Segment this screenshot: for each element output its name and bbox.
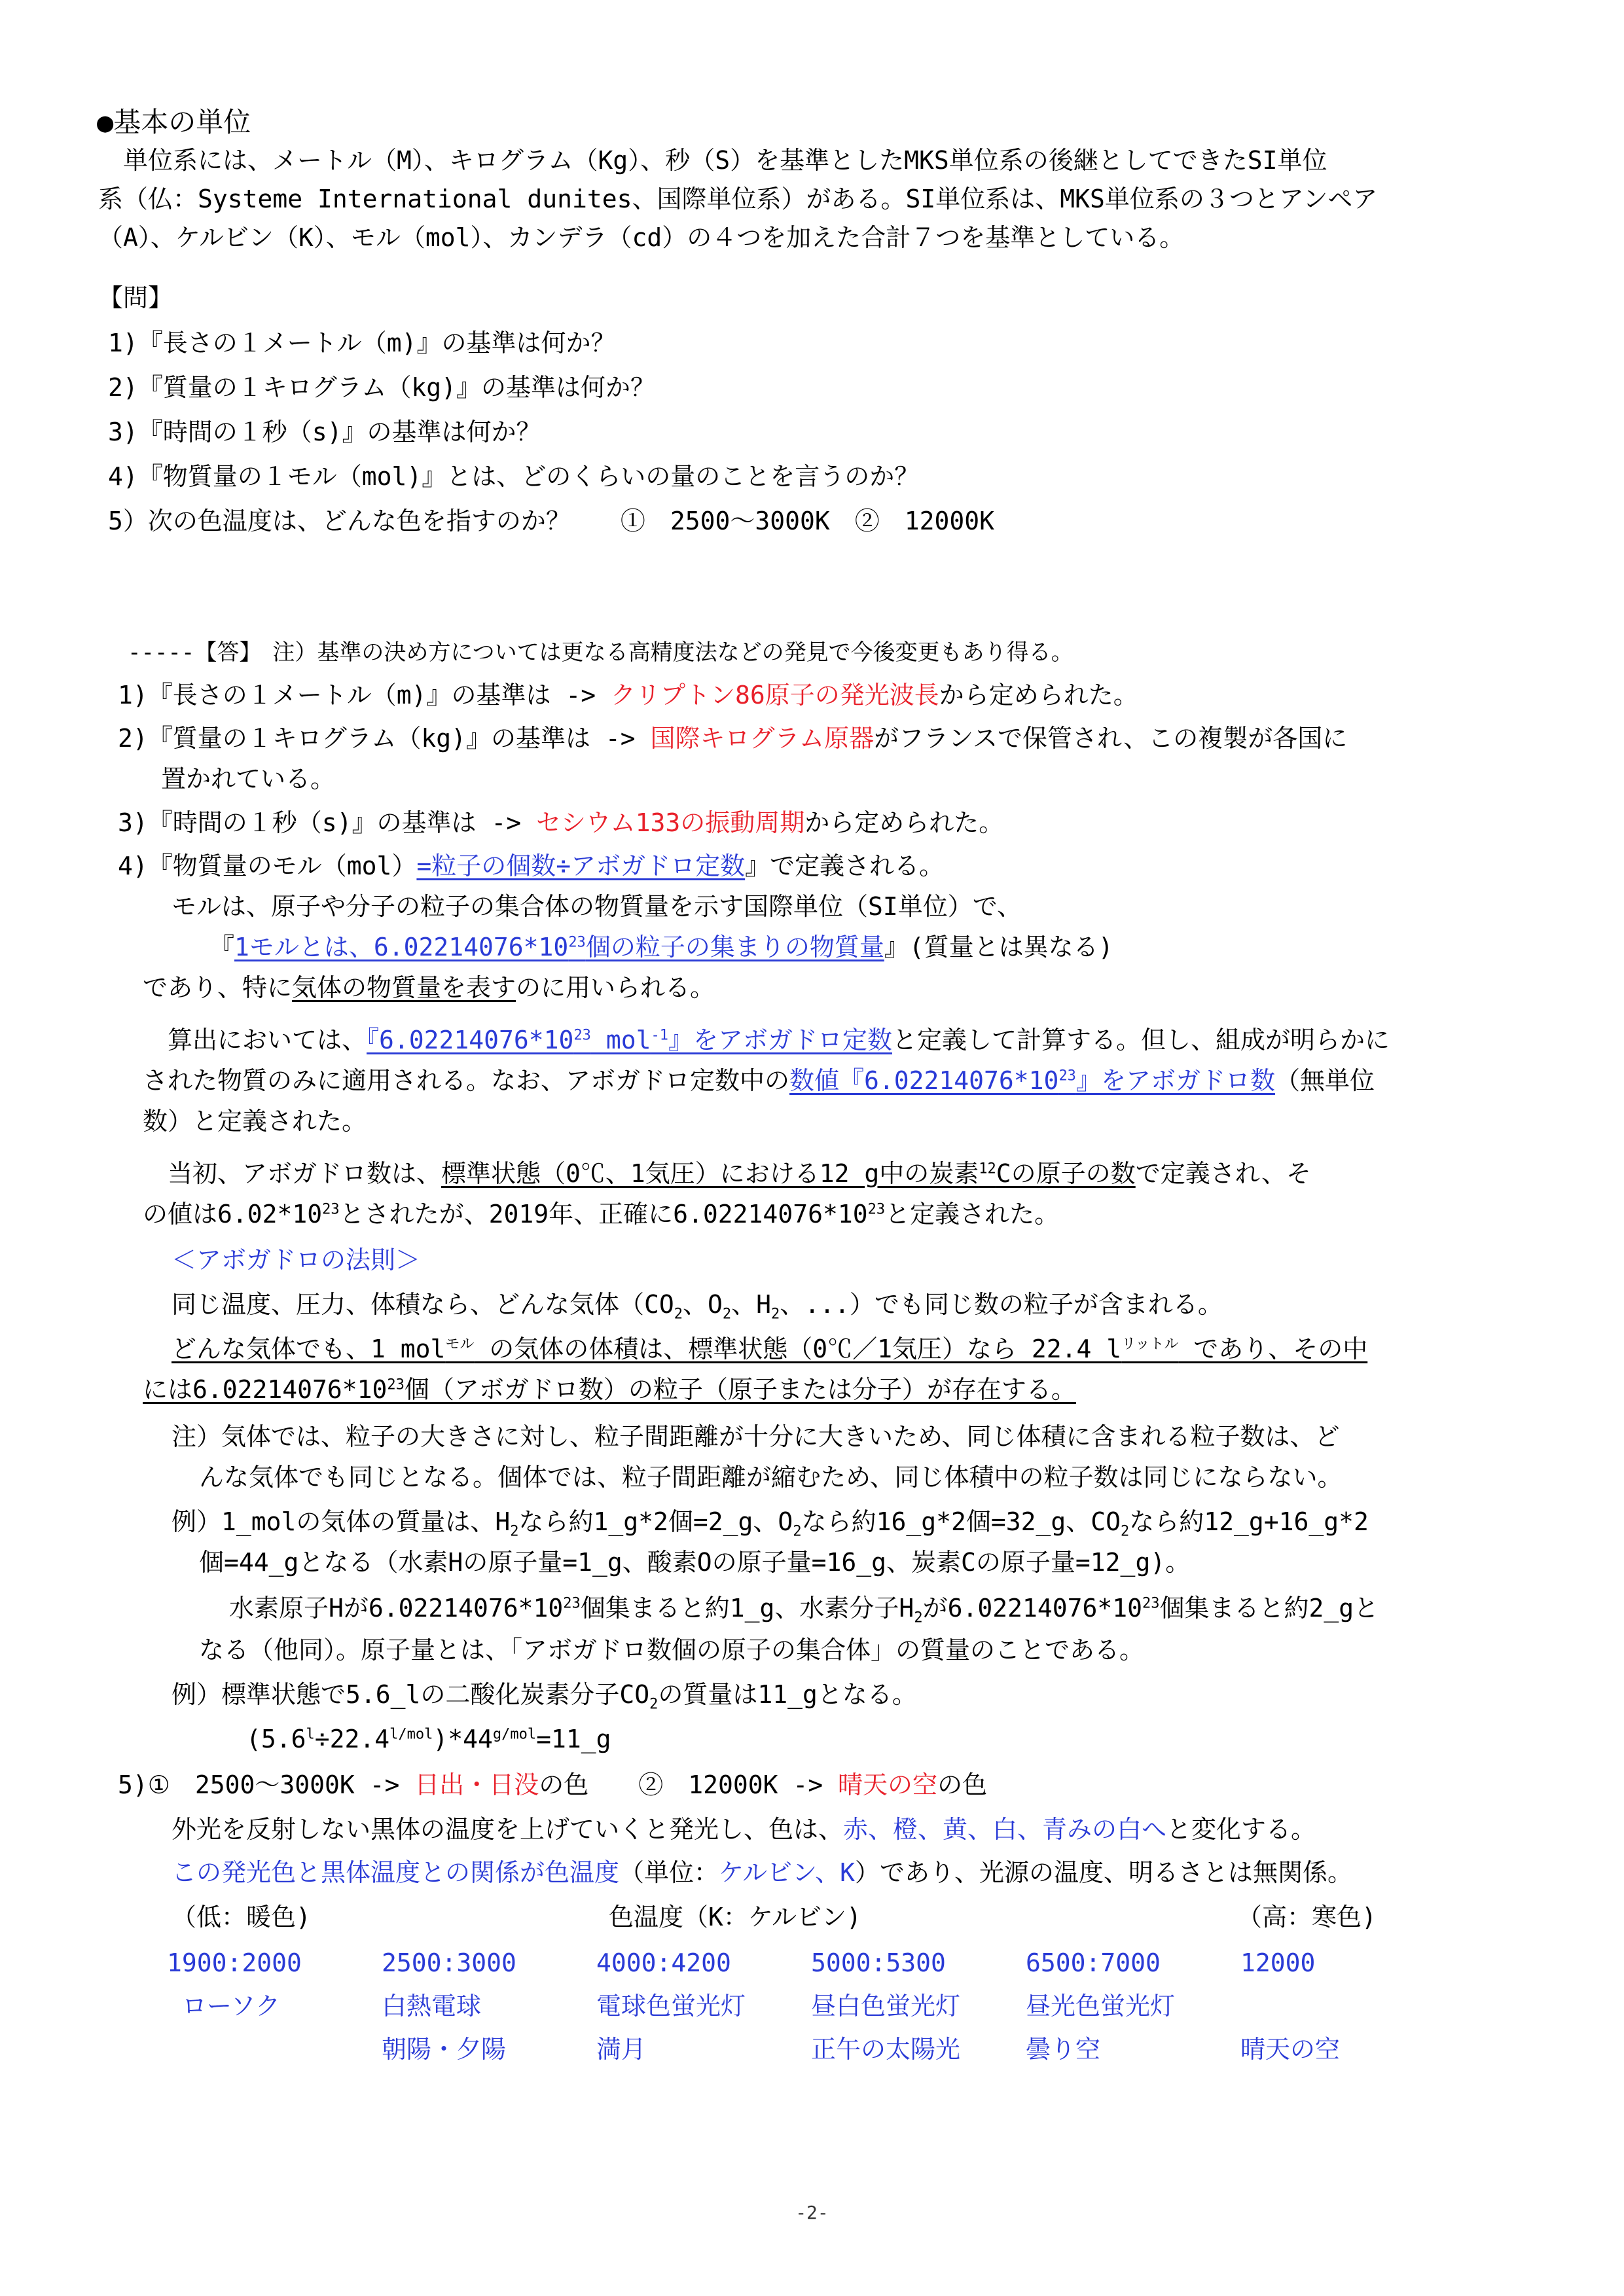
question-3: 3)『時間の１秒（s)』の基準は何か？ [108, 418, 541, 446]
avogadro-law-line-1: 同じ温度、圧力、体積なら、どんな気体（$CO_2$、$O_2$、$H_2$、...）でも同じ数の粒子が含まれる。 [171, 1290, 1223, 1323]
avogadro-law-line-3: には$6.02214076*10^{23}$個（アボガドロ数）の粒子（原子または分子）が存在する。 [143, 1375, 1076, 1404]
avogadro-number-line-2: 数）と定義された。 [143, 1107, 367, 1136]
question-5: 5）次の色温度は、どんな色を指すのか？ ① 2500～3000K ② 12000K [108, 507, 995, 535]
mole-explanation: モルは、原子や分子の粒子の集合体の物質量を示す国際単位（SI単位）で、 [171, 892, 1022, 921]
mole-definition-line: 『1モルとは、$6.02214076*10^{23}$個の粒子の集まりの物質量』(質量とは異なる) [209, 933, 1113, 961]
note-line-2: んな気体でも同じとなる。個体では、粒子間距離が縮むため、同じ体積中の粒子数は同じにならない。 [199, 1463, 1343, 1492]
intro-line-1: 単位系には、メートル（M）、キログラム（Kg）、秒（S）を基準としたMKS単位系の後継としてできたSI単位 [98, 146, 1327, 175]
table-temp-cell: 4000:4200 [596, 1948, 731, 1977]
table-source-cell: 昼光色蛍光灯 [1026, 1992, 1176, 2020]
note-line-1: 注）気体では、粒子の大きさに対し、粒子間距離が十分に大きいため、同じ体積に含まれる粒子数は、ど [171, 1422, 1340, 1451]
example-1-line-4: なる（他同）。原子量とは、「アボガドロ数個の原子の集合体」の質量のことである。 [199, 1636, 1145, 1664]
avogadro-number-link: 数値『$6.02214076*10^{23}$』をアボガドロ数 [789, 1066, 1275, 1095]
table-high-label: （高：寒色) [1237, 1903, 1377, 1931]
answer-3: 3)『時間の１秒（s)』の基準は -> セシウム133の振動周期から定められた。 [118, 808, 1004, 837]
answer-heading: -----【答】 注）基準の決め方については更なる高精度法などの発見で今後変更もあり得る。 [128, 639, 1074, 666]
answer-1: 1)『長さの１メートル（m)』の基準は -> クリプトン86原子の発光波長から定められた。 [118, 681, 1138, 709]
example-2-formula: $(5.6^l\div 22.4^{l/mol})*44^{g/mol}=11\_g$ [246, 1725, 611, 1753]
answer-5: 5)① 2500～3000K -> 日出・日没の色 ② 12000K -> 晴天の空の色 [118, 1770, 988, 1799]
avogadro-law-heading: ＜アボガドロの法則＞ [171, 1246, 421, 1274]
answer-5-highlight-1: 日出・日没 [414, 1770, 539, 1799]
avogadro-constant-link: 『$6.02214076*10^{23}\_mol^{-1}$』をアボガドロ定数 [367, 1026, 892, 1054]
answer-2-continued: 置かれている。 [161, 764, 336, 793]
history-line-1: 当初、アボガドロ数は、標準状態（0℃、1気圧）における12_g中の炭素$^{12}$Cの原子の数で定義され、そ [143, 1159, 1311, 1188]
answer-5-highlight-2: 晴天の空 [838, 1770, 938, 1799]
table-source-cell: 曇り空 [1026, 2035, 1101, 2064]
page-number: -2- [795, 2202, 829, 2223]
avogadro-constant-line: 算出においては、『$6.02214076*10^{23}\_mol^{-1}$』をアボガドロ定数と定義して計算する。但し、組成が明らかに [143, 1026, 1390, 1054]
table-source-cell: 昼白色蛍光灯 [811, 1992, 961, 2020]
answer-4-definition: =粒子の個数÷アボガドロ定数 [416, 852, 746, 880]
answer-4: 4)『物質量のモル（mol）=粒子の個数÷アボガドロ定数』で定義される。 [118, 852, 945, 880]
example-1-line-2: 個=44_gとなる（水素Hの原子量=1_g、酸素Oの原子量=16_g、炭素Cの原子量=12_g)。 [199, 1548, 1191, 1577]
avogadro-number-line: された物質のみに適用される。なお、アボガドロ定数中の数値『$6.02214076*10^{23}$』をアボガドロ数（無単位 [143, 1066, 1375, 1095]
table-source-cell: ローソク [182, 1992, 281, 2020]
section-heading: ●基本の単位 [97, 106, 251, 138]
question-2: 2)『質量の１キログラム（kg)』の基準は何か？ [108, 373, 656, 402]
table-temp-cell: 6500:7000 [1026, 1948, 1161, 1977]
mole-usage-line: であり、特に気体の物質量を表すのに用いられる。 [143, 973, 715, 1002]
table-low-label: （低：暖色) [171, 1903, 311, 1931]
question-1: 1)『長さの１メートル（m)』の基準は何か？ [108, 329, 616, 357]
question-heading: 【問】 [98, 283, 173, 312]
table-source-cell: 晴天の空 [1240, 2035, 1341, 2064]
intro-line-2: 系（仏：Systeme International dunites、国際単位系）がある。SI単位系は、MKS単位系の３つとアンペア [98, 185, 1378, 213]
mole-definition-link: 1モルとは、$6.02214076*10^{23}$個の粒子の集まりの物質量 [234, 933, 884, 961]
avogadro-law-line-2: どんな気体でも、1_mol$^{モル}$ の気体の体積は、標準状態（0℃／1気圧）なら $22.4\_l^{リットル}$ であり、その中 [171, 1335, 1368, 1363]
answer-1-highlight: クリプトン86原子の発光波長 [611, 681, 939, 709]
question-4: 4)『物質量の１モル（mol)』とは、どのくらいの量のことを言うのか？ [108, 462, 920, 491]
table-temp-cell: 1900:2000 [167, 1948, 302, 1977]
color-temperature-definition: この発光色と黒体温度との関係が色温度（単位：ケルビン、K）であり、光源の温度、明るさとは無関係。 [171, 1858, 1353, 1887]
table-source-cell: 白熱電球 [382, 1992, 482, 2020]
table-source-cell: 電球色蛍光灯 [596, 1992, 746, 2020]
table-temp-cell: 5000:5300 [811, 1948, 946, 1977]
table-source-cell: 正午の太陽光 [811, 2035, 961, 2064]
intro-line-3: （A）、ケルビン（K）、モル（mol）、カンデラ（cd）の４つを加えた合計７つを基準としている。 [98, 223, 1185, 252]
history-line-2: の値は$6.02*10^{23}$とされたが、2019年、正確に$6.02214076*10^{23}$と定義された。 [143, 1200, 1060, 1229]
example-1-line-1: 例）1_molの気体の質量は、$H_2$なら約1_g*2個=2_g、$O_2$なら約16_g*2個=32_g、$CO_2$なら約12_g+16_g*2 [171, 1507, 1369, 1540]
table-temp-cell: 12000 [1240, 1948, 1316, 1977]
answer-3-highlight: セシウム133の振動周期 [536, 808, 805, 837]
example-1-line-3: 水素原子Hが$6.02214076*10^{23}$個集まると約1_g、水素分子$H_2$が$6.02214076*10^{23}$個集まると約2_gと [229, 1594, 1379, 1626]
table-source-cell: 朝陽・夕陽 [382, 2035, 507, 2064]
blackbody-line: 外光を反射しない黒体の温度を上げていくと発光し、色は、赤、橙、黄、白、青みの白へと変化する。 [171, 1815, 1316, 1844]
answer-2: 2)『質量の１キログラム（kg)』の基準は -> 国際キログラム原器がフランスで保管され、この複製が各国に [118, 724, 1348, 753]
table-center-label: 色温度（K：ケルビン) [609, 1903, 861, 1931]
example-2-line-1: 例）標準状態で5.6_lの二酸化炭素分子$CO_2$の質量は11_gとなる。 [171, 1680, 917, 1713]
answer-2-highlight: 国際キログラム原器 [650, 724, 875, 753]
table-temp-cell: 2500:3000 [382, 1948, 516, 1977]
table-source-cell: 満月 [596, 2035, 647, 2064]
